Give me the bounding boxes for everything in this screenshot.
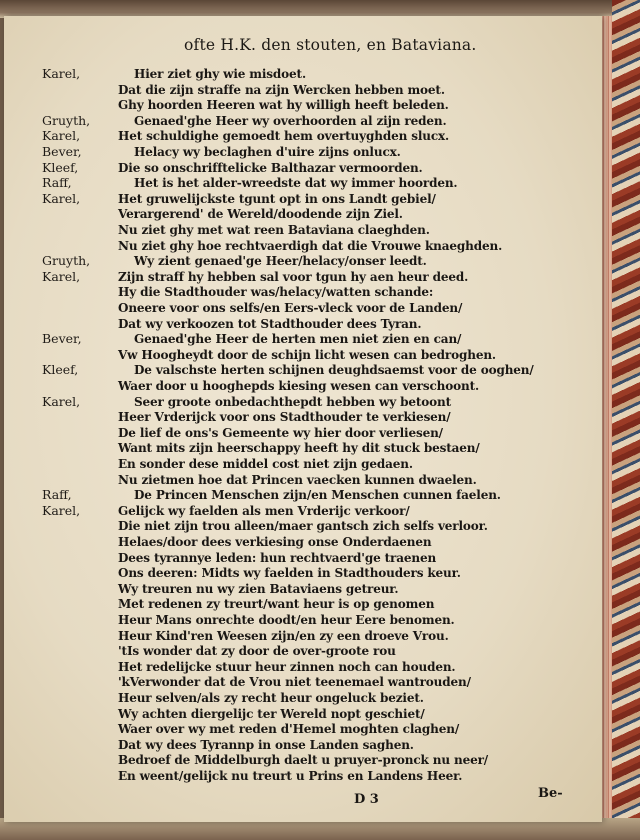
verse-line	[4, 316, 584, 332]
verse-line	[4, 752, 584, 768]
verse-line	[4, 222, 584, 238]
verse-line	[4, 518, 584, 534]
verse-text: De lief de ons's Gemeente wy hier door verliesen/	[118, 424, 443, 440]
speaker-name: Gruyth,	[42, 253, 91, 269]
verse-text: Oneere voor ons selfs/en Eers-vleck voor de Landen/	[118, 300, 463, 315]
verse-text: Nu ziet ghy met wat reen Bataviana claeghden.	[118, 222, 430, 237]
speaker-name: Karel,	[42, 66, 81, 81]
verse-line	[4, 425, 584, 441]
verse-text: Verargerend' de Wereld/doodende zijn Ziel.	[118, 206, 403, 222]
speaker-name: Karel,	[42, 502, 81, 518]
verse-line	[4, 674, 584, 690]
verse-line	[4, 534, 584, 550]
verse-text: Waer over wy met reden d'Hemel moghten claghen/	[118, 721, 460, 737]
speaker-name: Karel,	[42, 190, 81, 206]
verse-line	[4, 82, 584, 98]
verse-line	[4, 487, 584, 503]
verse-text: Heur Kind'ren Weesen zijn/en zy een droeve Vrou.	[118, 627, 449, 643]
verse-line	[4, 690, 584, 706]
verse-line	[4, 768, 584, 784]
verse-line	[4, 362, 584, 378]
verse-text: Dees tyrannye leden: hun rechtvaerd'ge traenen	[118, 549, 437, 565]
verse-text: Dat wy verkoozen tot Stadthouder dees Tyran.	[118, 315, 422, 331]
verse-text: Vw Hoogheydt door de schijn licht wesen can bedroghen.	[118, 346, 496, 362]
verse-line	[4, 612, 584, 628]
speaker-name: Kleef,	[42, 362, 79, 378]
verse-line	[4, 628, 584, 644]
verse-text: Helaes/door dees verkiesing onse Onderdaenen	[118, 534, 432, 549]
speaker-name: Raff,	[42, 487, 72, 503]
verse-line	[4, 284, 584, 300]
verse-text: Die niet zijn trou alleen/maer gantsch zich selfs verloor.	[118, 518, 488, 534]
verse-text: Ghy hoorden Heeren wat hy willigh heeft beleden.	[118, 97, 449, 113]
verse-text: Het gruwelijckste tgunt opt in ons Landt gebiel/	[118, 190, 436, 206]
verse-line	[4, 659, 584, 675]
speaker-name: Bever,	[42, 144, 82, 159]
verse-text: Heur selven/als zy recht heur ongeluck beziet.	[118, 690, 424, 705]
verse-text: Het is het alder-wreedste dat wy immer hoorden.	[134, 175, 458, 191]
speaker-name: Kleef,	[42, 159, 79, 175]
verse-text: Nu zietmen hoe dat Princen vaecken kunnen dwaelen.	[118, 471, 477, 487]
verse-text: Gelijck wy faelden als men Vrderijc verkoor/	[118, 502, 410, 518]
verse-line	[4, 269, 584, 285]
verse-text: Zijn straff hy hebben sal voor tgun hy aen heur deed.	[118, 268, 469, 284]
marbled-endpaper	[612, 0, 640, 840]
verse-line	[4, 97, 584, 113]
verse-line	[4, 596, 584, 612]
verse-text: Wy zient genaed'ge Heer/helacy/onser leedt.	[134, 253, 427, 269]
verse-text: Genaed'ghe Heer wy overhoorden al zijn reden.	[134, 112, 447, 128]
verse-line	[4, 331, 584, 347]
verse-line	[4, 347, 584, 363]
verse-text: En sonder dese middel cost niet zijn gedaen.	[118, 456, 413, 471]
verse-line	[4, 581, 584, 597]
verse-text: De valschste herten schijnen deughdsaemst voor de ooghen/	[134, 362, 534, 378]
signature-mark: D 3	[354, 792, 379, 807]
verse-line	[4, 253, 584, 269]
verse-line	[4, 378, 584, 394]
verse-text: Dat die zijn straffe na zijn Wercken hebben moet.	[118, 81, 445, 97]
verse-line	[4, 472, 584, 488]
verse-line	[4, 128, 584, 144]
verse-line	[4, 191, 584, 207]
verse-line	[4, 66, 584, 82]
verse-line	[4, 643, 584, 659]
speaker-name: Raff,	[42, 175, 72, 191]
verse-line	[4, 550, 584, 566]
speaker-name: Karel,	[42, 128, 81, 144]
speaker-name: Bever,	[42, 331, 82, 347]
verse-text: Nu ziet ghy hoe rechtvaerdigh dat die Vrouwe knaeghden.	[118, 237, 503, 253]
verse-text: 'tIs wonder dat zy door de over-groote rou	[118, 643, 396, 659]
verse-text: Bedroef de Middelburgh daelt u pruyer-pronck nu neer/	[118, 752, 489, 768]
verse-line	[4, 175, 584, 191]
verse-line	[4, 409, 584, 425]
running-head: ofte H.K. den stouten, en Bataviana.	[184, 36, 477, 54]
verse-text: Met redenen zy treurt/want heur is op genomen	[118, 596, 435, 612]
verse-text: Hy die Stadthouder was/helacy/watten schande:	[118, 284, 434, 300]
verse-line	[4, 737, 584, 753]
verse-text: En weent/gelijck nu treurt u Prins en Landens Heer.	[118, 768, 463, 783]
verse-text: Wy treuren nu wy zien Bataviaens getreur.	[118, 580, 399, 596]
verse-text: Waer door u hooghepds kiesing wesen can verschoont.	[118, 378, 480, 393]
verse-text: Seer groote onbedachthepdt hebben wy betoont	[134, 393, 451, 409]
verse-line	[4, 160, 584, 176]
verse-text: Het schuldighe gemoedt hem overtuyghden slucx.	[118, 128, 450, 144]
verse-line	[4, 706, 584, 722]
verse-text: De Princen Menschen zijn/en Menschen cunnen faelen.	[134, 487, 501, 503]
verse-line	[4, 440, 584, 456]
verse-text: Het redelijcke stuur heur zinnen noch can houden.	[118, 658, 456, 674]
verse-line	[4, 394, 584, 410]
verse-line	[4, 456, 584, 472]
verse-text: Wy achten diergelijc ter Wereld nopt geschiet/	[118, 705, 425, 721]
verse-line	[4, 206, 584, 222]
verse-text: Helacy wy beclaghen d'uire zijns onlucx.	[134, 144, 401, 159]
catchword: Be-	[538, 786, 563, 801]
verse-text: Ons deeren: Midts wy faelden in Stadthouders keur.	[118, 565, 461, 581]
speaker-name: Karel,	[42, 393, 81, 409]
verse-line	[4, 144, 584, 160]
verse-line	[4, 113, 584, 129]
verse-line	[4, 238, 584, 254]
verse-line	[4, 565, 584, 581]
speaker-name: Karel,	[42, 268, 81, 284]
verse-line	[4, 721, 584, 737]
verse-text: Hier ziet ghy wie misdoet.	[134, 66, 306, 81]
verse-text: Heur Mans onrechte doodt/en heur Eere benomen.	[118, 612, 455, 627]
verse-text: 'kVerwonder dat de Vrou niet teenemael wantrouden/	[118, 674, 471, 690]
book-page	[4, 16, 602, 822]
verse-text: Die so onschrifftelicke Balthazar vermoorden.	[118, 159, 423, 175]
verse-text: Genaed'ghe Heer de herten men niet zien en can/	[134, 331, 462, 347]
verse-text: Want mits zijn heerschappy heeft hy dit stuck bestaen/	[118, 440, 480, 456]
speaker-name: Gruyth,	[42, 112, 91, 128]
verse-line	[4, 503, 584, 519]
verse-line	[4, 300, 584, 316]
verse-text: Heer Vrderijck voor ons Stadthouder te verkiesen/	[118, 409, 451, 425]
verse-text: Dat wy dees Tyrannp in onse Landen saghen.	[118, 736, 414, 752]
